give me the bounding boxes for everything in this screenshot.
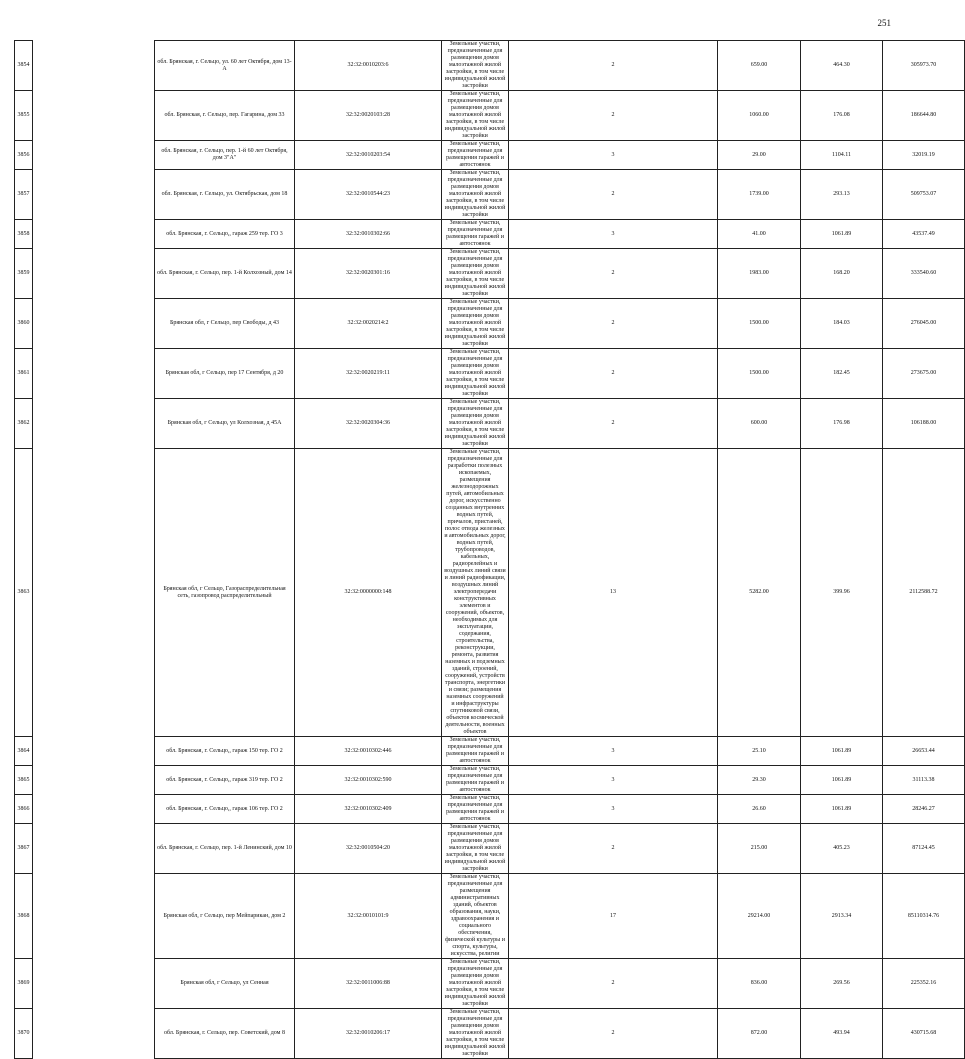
group-cell: 3: [509, 737, 718, 766]
group-cell: 2: [509, 299, 718, 349]
value-cell: 430715.68: [883, 1009, 965, 1059]
row-number: 3860: [15, 299, 33, 349]
area-cell: 25.10: [718, 737, 801, 766]
row-number: 3865: [15, 766, 33, 795]
spacer-cell: [33, 737, 155, 766]
value-cell: 26653.44: [883, 737, 965, 766]
rate-cell: 1061.89: [801, 766, 883, 795]
row-number: 3869: [15, 959, 33, 1009]
table-row: [15, 141, 965, 170]
cadastral-number-cell: 32:32:0010203:6: [295, 41, 442, 91]
cadastral-number-cell: 32:32:0020219:11: [295, 349, 442, 399]
table-row: [15, 249, 965, 299]
land-use-cell: Земельные участки, предназначенные для размещения гаражей и автостоянок: [442, 795, 509, 824]
value-cell: 305973.70: [883, 41, 965, 91]
area-cell: 1500.00: [718, 349, 801, 399]
spacer-cell: [33, 874, 155, 959]
spacer-cell: [33, 399, 155, 449]
table-row: [15, 449, 965, 737]
address-cell: обл. Брянская, г. Сельцо, пер. 1-й 60 лет Октября, дом 3"А": [155, 141, 295, 170]
value-cell: 87124.45: [883, 824, 965, 874]
value-cell: 2112588.72: [883, 449, 965, 737]
spacer-cell: [33, 299, 155, 349]
table-row: [15, 91, 965, 141]
group-cell: 2: [509, 399, 718, 449]
land-use-cell: Земельные участки, предназначенные для размещения домов малоэтажной жилой застройки, в том числе индивидуальной жилой застройки: [442, 1009, 509, 1059]
land-use-cell: Земельные участки, предназначенные для размещения домов малоэтажной жилой застройки, в том числе индивидуальной жилой застройки: [442, 299, 509, 349]
area-cell: 836.00: [718, 959, 801, 1009]
table-row: [15, 41, 965, 91]
group-cell: 2: [509, 41, 718, 91]
address-cell: обл. Брянская, г. Сельцо, пер. Гагарина, дом 33: [155, 91, 295, 141]
value-cell: 32019.19: [883, 141, 965, 170]
address-cell: Брянская обл, г Сельцо, ул Сенная: [155, 959, 295, 1009]
row-number: 3855: [15, 91, 33, 141]
address-cell: обл. Брянская, г. Сельцо,, гараж 150 тер. ГО 2: [155, 737, 295, 766]
rate-cell: 176.98: [801, 399, 883, 449]
cadastral-number-cell: 32:32:0020304:36: [295, 399, 442, 449]
cadastral-number-cell: 32:32:0010302:446: [295, 737, 442, 766]
cadastral-number-cell: 32:32:0011006:88: [295, 959, 442, 1009]
row-number: 3866: [15, 795, 33, 824]
land-use-cell: Земельные участки, предназначенные для размещения домов малоэтажной жилой застройки, в том числе индивидуальной жилой застройки: [442, 249, 509, 299]
rate-cell: 184.03: [801, 299, 883, 349]
value-cell: 186644.80: [883, 91, 965, 141]
row-number: 3856: [15, 141, 33, 170]
cadastral-number-cell: 32:32:0010302:66: [295, 220, 442, 249]
land-use-cell: Земельные участки, предназначенные для размещения гаражей и автостоянок: [442, 766, 509, 795]
rate-cell: 1061.89: [801, 737, 883, 766]
rate-cell: 2913.34: [801, 874, 883, 959]
group-cell: 2: [509, 959, 718, 1009]
group-cell: 2: [509, 824, 718, 874]
address-cell: обл. Брянская, г. Сельцо, пер. 1-й Ленинский, дом 10: [155, 824, 295, 874]
rate-cell: 176.08: [801, 91, 883, 141]
area-cell: 26.60: [718, 795, 801, 824]
rate-cell: 464.30: [801, 41, 883, 91]
rate-cell: 269.56: [801, 959, 883, 1009]
cadastral-number-cell: 32:32:0010504:20: [295, 824, 442, 874]
address-cell: Брянская обл, г Сельцо, пер Свободы, д 43: [155, 299, 295, 349]
address-cell: Брянская обл, г Сельцо, пер 17 Сентября, д 20: [155, 349, 295, 399]
cadastral-number-cell: 32:32:0020103:28: [295, 91, 442, 141]
spacer-cell: [33, 824, 155, 874]
address-cell: Брянская обл, г Сельцо, Газораспределительная сеть, газопровод распределительный: [155, 449, 295, 737]
table-row: [15, 959, 965, 1009]
area-cell: 872.00: [718, 1009, 801, 1059]
table-row: [15, 170, 965, 220]
row-number: 3861: [15, 349, 33, 399]
area-cell: 1739.00: [718, 170, 801, 220]
page-number: 251: [877, 18, 891, 28]
area-cell: 659.00: [718, 41, 801, 91]
rate-cell: 399.96: [801, 449, 883, 737]
group-cell: 3: [509, 220, 718, 249]
spacer-cell: [33, 449, 155, 737]
cadastral-number-cell: 32:32:0020214:2: [295, 299, 442, 349]
spacer-cell: [33, 41, 155, 91]
group-cell: 13: [509, 449, 718, 737]
table-row: [15, 220, 965, 249]
address-cell: обл. Брянская, г. Сельцо,, гараж 259 тер. ГО 3: [155, 220, 295, 249]
address-cell: обл. Брянская, г. Сельцо, ул. 60 лет Октября, дом 13-А: [155, 41, 295, 91]
row-number: 3854: [15, 41, 33, 91]
value-cell: 273675.00: [883, 349, 965, 399]
spacer-cell: [33, 220, 155, 249]
table-row: [15, 874, 965, 959]
spacer-cell: [33, 349, 155, 399]
cadastral-number-cell: 32:32:0010203:54: [295, 141, 442, 170]
land-use-cell: Земельные участки, предназначенные для размещения гаражей и автостоянок: [442, 737, 509, 766]
row-number: 3863: [15, 449, 33, 737]
row-number: 3858: [15, 220, 33, 249]
group-cell: 3: [509, 141, 718, 170]
group-cell: 2: [509, 170, 718, 220]
address-cell: обл. Брянская, г. Сельцо, пер. 1-й Колхозный, дом 14: [155, 249, 295, 299]
address-cell: обл. Брянская, г. Сельцо, пер. Советский, дом 8: [155, 1009, 295, 1059]
table-row: [15, 737, 965, 766]
land-use-cell: Земельные участки, предназначенные для размещения домов малоэтажной жилой застройки, в том числе индивидуальной жилой застройки: [442, 41, 509, 91]
area-cell: 29.30: [718, 766, 801, 795]
group-cell: 3: [509, 766, 718, 795]
group-cell: 2: [509, 349, 718, 399]
address-cell: Брянская обл, г Сельцо, ул Колхозная, д 45А: [155, 399, 295, 449]
rate-cell: 182.45: [801, 349, 883, 399]
value-cell: 28246.27: [883, 795, 965, 824]
row-number: 3868: [15, 874, 33, 959]
address-cell: Брянская обл, г Сельцо, пер Мейпарикан, дом 2: [155, 874, 295, 959]
rate-cell: 1104.11: [801, 141, 883, 170]
cadastral-number-cell: 32:32:0010544:23: [295, 170, 442, 220]
cadastral-number-cell: 32:32:0010101:9: [295, 874, 442, 959]
rate-cell: 405.23: [801, 824, 883, 874]
spacer-cell: [33, 170, 155, 220]
area-cell: 1983.00: [718, 249, 801, 299]
cadastral-number-cell: 32:32:0010302:590: [295, 766, 442, 795]
area-cell: 41.00: [718, 220, 801, 249]
area-cell: 29.00: [718, 141, 801, 170]
row-number: 3862: [15, 399, 33, 449]
address-cell: обл. Брянская, г. Сельцо,, гараж 319 тер. ГО 2: [155, 766, 295, 795]
rate-cell: 493.94: [801, 1009, 883, 1059]
group-cell: 2: [509, 249, 718, 299]
cadastral-number-cell: 32:32:0000000:148: [295, 449, 442, 737]
spacer-cell: [33, 249, 155, 299]
area-cell: 29214.00: [718, 874, 801, 959]
spacer-cell: [33, 766, 155, 795]
cadastral-number-cell: 32:32:0020301:16: [295, 249, 442, 299]
land-use-cell: Земельные участки, предназначенные для размещения домов малоэтажной жилой застройки, в том числе индивидуальной жилой застройки: [442, 399, 509, 449]
cadastral-number-cell: 32:32:0010206:17: [295, 1009, 442, 1059]
row-number: 3864: [15, 737, 33, 766]
value-cell: 333540.60: [883, 249, 965, 299]
spacer-cell: [33, 141, 155, 170]
land-use-cell: Земельные участки, предназначенные для размещения домов малоэтажной жилой застройки, в том числе индивидуальной жилой застройки: [442, 349, 509, 399]
spacer-cell: [33, 959, 155, 1009]
value-cell: 43537.49: [883, 220, 965, 249]
land-use-cell: Земельные участки, предназначенные для размещения гаражей и автостоянок: [442, 141, 509, 170]
group-cell: 3: [509, 795, 718, 824]
area-cell: 1060.00: [718, 91, 801, 141]
group-cell: 2: [509, 1009, 718, 1059]
row-number: 3867: [15, 824, 33, 874]
land-use-cell: Земельные участки, предназначенные для размещения домов малоэтажной жилой застройки, в том числе индивидуальной жилой застройки: [442, 91, 509, 141]
area-cell: 600.00: [718, 399, 801, 449]
value-cell: 106188.00: [883, 399, 965, 449]
spacer-cell: [33, 795, 155, 824]
land-use-cell: Земельные участки, предназначенные для размещения домов малоэтажной жилой застройки, в том числе индивидуальной жилой застройки: [442, 170, 509, 220]
value-cell: 509753.07: [883, 170, 965, 220]
value-cell: 31113.38: [883, 766, 965, 795]
table-row: [15, 766, 965, 795]
land-use-cell: Земельные участки, предназначенные для размещения домов малоэтажной жилой застройки, в том числе индивидуальной жилой застройки: [442, 959, 509, 1009]
value-cell: 225352.16: [883, 959, 965, 1009]
group-cell: 17: [509, 874, 718, 959]
land-use-cell: Земельные участки, предназначенные для размещения домов малоэтажной жилой застройки, в том числе индивидуальной жилой застройки: [442, 824, 509, 874]
table-row: [15, 795, 965, 824]
cadastral-value-table: [14, 40, 965, 1059]
table-row: [15, 824, 965, 874]
cadastral-number-cell: 32:32:0010302:409: [295, 795, 442, 824]
address-cell: обл. Брянская, г. Сельцо, ул. Октябрьская, дом 18: [155, 170, 295, 220]
area-cell: 1500.00: [718, 299, 801, 349]
rate-cell: 293.13: [801, 170, 883, 220]
area-cell: 215.00: [718, 824, 801, 874]
table-row: [15, 349, 965, 399]
row-number: 3859: [15, 249, 33, 299]
land-use-cell: Земельные участки, предназначенные для размещения гаражей и автостоянок: [442, 220, 509, 249]
table-row: [15, 1009, 965, 1059]
value-cell: 85110314.76: [883, 874, 965, 959]
area-cell: 5282.00: [718, 449, 801, 737]
address-cell: обл. Брянская, г. Сельцо,, гараж 106 тер. ГО 2: [155, 795, 295, 824]
spacer-cell: [33, 91, 155, 141]
value-cell: 276045.00: [883, 299, 965, 349]
land-use-cell: Земельные участки, предназначенные для разработки полезных ископаемых, размещения железнодорожных путей, автомобильных дорог, искусственно созданных внутренних водных путей, причалов, пристаней, полос отвода железных и автомобильных дорог, водных путей, трубопроводов, кабельных, радиорелейных и воздушных линий связи и линий радиофикации, воздушных линий электропередачи конструктивных элементов и сооружений, объектов, необходимых для эксплуатации, содержания, строительства, реконструкции, ремонта, развития наземных и подземных зданий, строений, сооружений, устройств транспорта, энергетики и связи; размещения наземных сооружений и инфраструктуры спутниковой связи, объектов космической деятельности, военных объектов: [442, 449, 509, 737]
row-number: 3857: [15, 170, 33, 220]
rate-cell: 168.20: [801, 249, 883, 299]
group-cell: 2: [509, 91, 718, 141]
table-row: [15, 399, 965, 449]
row-number: 3870: [15, 1009, 33, 1059]
table-row: [15, 299, 965, 349]
land-use-cell: Земельные участки, предназначенные для размещения административных зданий, объектов образования, науки, здравоохранения и социального обеспечения, физической культуры и спорта, культуры, искусства, религии: [442, 874, 509, 959]
rate-cell: 1061.89: [801, 220, 883, 249]
rate-cell: 1061.89: [801, 795, 883, 824]
spacer-cell: [33, 1009, 155, 1059]
